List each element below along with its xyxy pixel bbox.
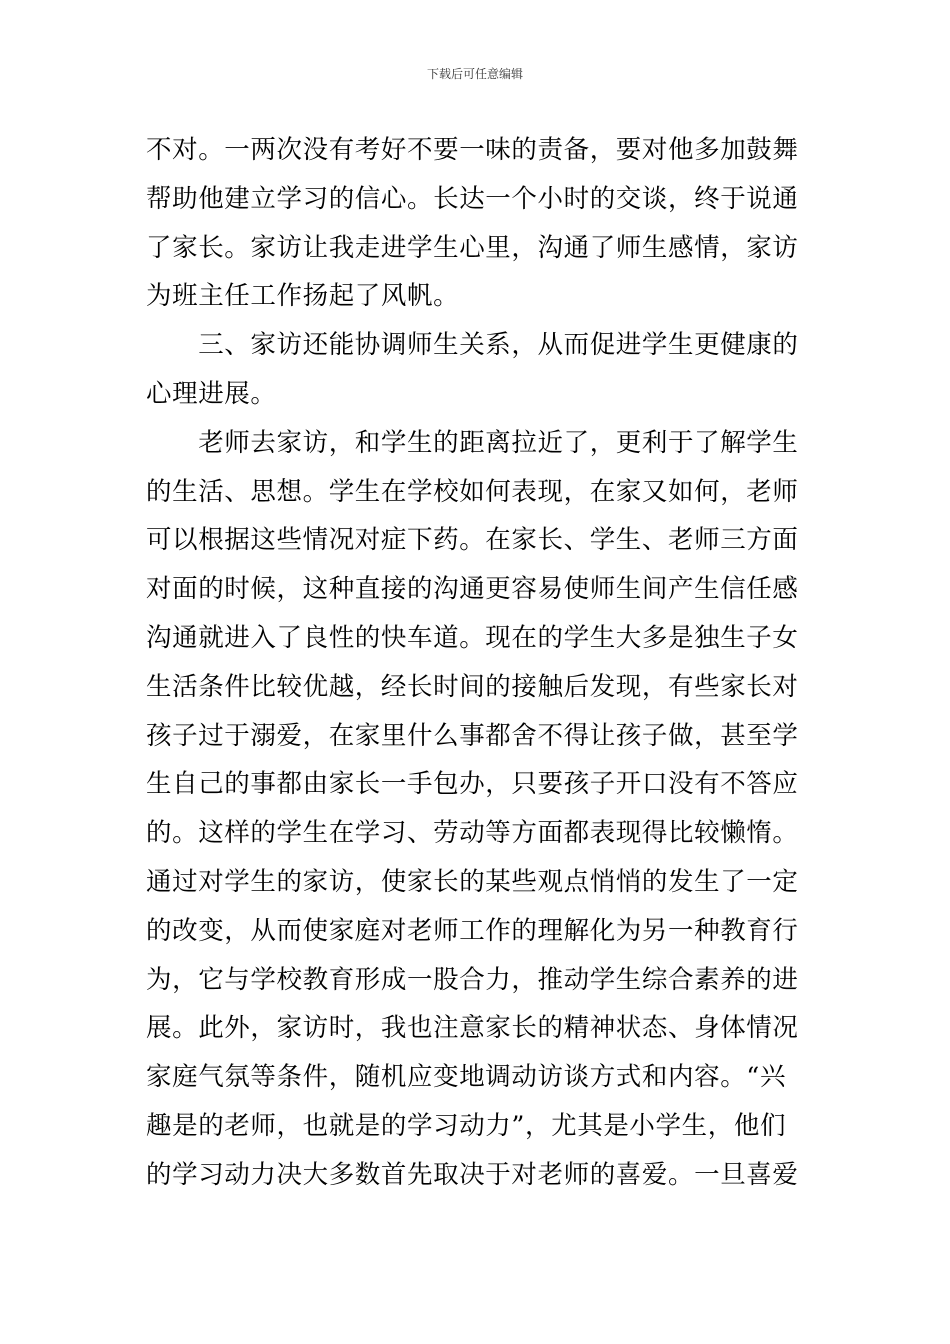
text-line: 为班主任工作扬起了风帆。 — [146, 281, 460, 312]
text-line: 通过对学生的家访，使家长的某些观点悄悄的发生了一定 — [146, 866, 799, 897]
text-line: 为，它与学校教育形成一股合力，推动学生综合素养的进 — [146, 964, 799, 995]
text-line: 沟通就进入了良性的快车道。现在的学生大多是独生子女 — [146, 622, 799, 653]
text-line: 孩子过于溺爱，在家里什么事都舍不得让孩子做，甚至学 — [146, 720, 799, 751]
text-line: 的学习动力决大多数首先取决于对老师的喜爱。一旦喜爱 — [146, 1159, 799, 1190]
text-line: 三、家访还能协调师生关系，从而促进学生更健康的 — [146, 330, 799, 361]
text-line: 老师去家访，和学生的距离拉近了，更利于了解学生 — [146, 427, 799, 458]
text-line: 不对。一两次没有考好不要一味的责备，要对他多加鼓舞 — [146, 135, 799, 165]
text-line: 心理进展。 — [146, 378, 277, 409]
text-line: 展。此外，家访时，我也注意家长的精神状态、身体情况 — [146, 1013, 799, 1044]
text-line: 的。这样的学生在学习、劳动等方面都表现得比较懒惰。 — [146, 818, 799, 849]
document-body — [146, 126, 811, 1200]
text-line: 了家长。家访让我走进学生心里，沟通了师生感情，家访 — [146, 232, 799, 263]
text-line: 生自己的事都由家长一手包办，只要孩子开口没有不答应 — [146, 769, 799, 800]
text-line: 的改变，从而使家庭对老师工作的理解化为另一种教育行 — [146, 915, 799, 946]
text-line: 帮助他建立学习的信心。长达一个小时的交谈，终于说通 — [146, 183, 799, 214]
text-line: 对面的时候，这种直接的沟通更容易使师生间产生信任感 — [146, 574, 799, 605]
text-line: 生活条件比较优越，经长时间的接触后发现，有些家长对 — [146, 671, 799, 702]
text-line: 趣是的老师，也就是的学习动力”，尤其是小学生，他们 — [146, 1110, 787, 1141]
text-line: 可以根据这些情况对症下药。在家长、学生、老师三方面 — [146, 525, 799, 556]
text-line: 的生活、思想。学生在学校如何表现，在家又如何，老师 — [146, 476, 799, 507]
text-line: 家庭气氛等条件，随机应变地调动访谈方式和内容。“兴 — [146, 1062, 787, 1093]
page-header: 下载后可任意编辑 — [426, 67, 523, 81]
